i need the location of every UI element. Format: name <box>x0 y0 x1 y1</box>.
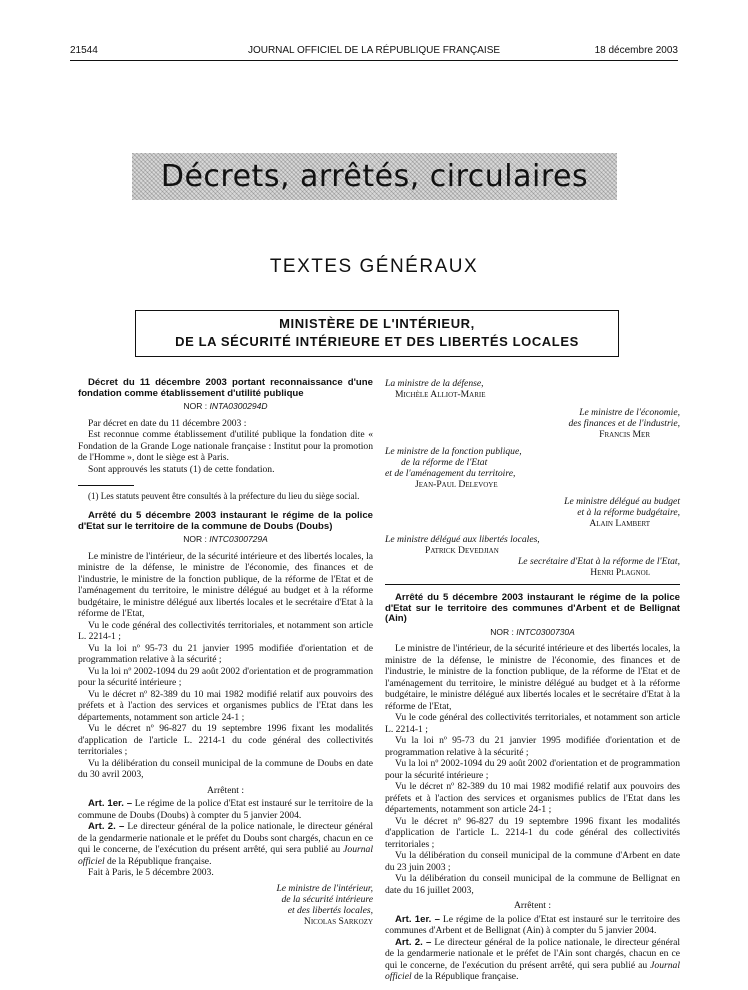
nor-code: INTC0300730A <box>516 626 575 637</box>
signatory-name: Henri Plagnol <box>590 567 650 578</box>
visa-paragraph: Vu la loi nº 2002-1094 du 29 août 2002 d'orientation et de programmation pour la sécurité intérieure ; <box>385 758 680 781</box>
article-2 <box>385 937 680 983</box>
right-column <box>385 378 680 983</box>
page-number: 21544 <box>70 45 98 56</box>
signatory-title: La ministre de la défense, <box>385 378 484 389</box>
visa-paragraph: Le ministre de l'intérieur, de la sécurité intérieure et des libertés locales, la ministre de la défense, le ministre de l'économie, des finances et de l'industrie, le ministre de la fonction publique, de la réforme de l'Etat et de l'aménagement du territoire, le ministre délégué au budget et à la réforme budgétaire, le ministre délégué aux libertés locales et le secrétaire d'Etat à la réforme de l'Etat, <box>78 550 373 619</box>
arrete-title: Arrêté du 5 décembre 2003 instaurant le régime de la police d'Etat sur le territoire des communes d'Arbent et de Bellignat (Ain) <box>385 592 680 624</box>
visa-paragraph: Vu la délibération du conseil municipal de la commune de Bellignat en date du 16 juillet 2003, <box>385 873 680 896</box>
signatory-name: Michèle Alliot-Marie <box>395 389 486 400</box>
nor-code: INTA0300294D <box>209 401 268 411</box>
footnote-rule <box>78 485 134 486</box>
article-2 <box>78 821 373 867</box>
article-text: Le directeur général de la police nationale, le directeur général de la gendarmerie nationale et le préfet du Doubs sont chargés, chacun en ce qui le concerne, de l'exécution du présent arrêté, qui sera publié au <box>78 821 373 855</box>
visa-paragraph: Vu le décret nº 96-827 du 19 septembre 1996 fixant les modalités d'application de l'article L. 2214-1 du code général des collectivités territoriales ; <box>385 815 680 850</box>
journal-title: JOURNAL OFFICIEL DE LA RÉPUBLIQUE FRANÇAISE <box>247 45 501 56</box>
visa-paragraph: Vu le décret nº 82-389 du 10 mai 1982 modifié relatif aux pouvoirs des préfets et à l'action des services et organismes publics de l'Etat dans les départements, notamment son article 24-1 ; <box>385 781 680 815</box>
signatory-name: Jean-Paul Delevoye <box>415 479 498 490</box>
signatory-title: Le ministre délégué au budget <box>564 496 680 507</box>
signatory-name: Francis Mer <box>599 429 650 440</box>
signatory-title: Le ministre de l'économie, <box>579 407 680 418</box>
article-text: Le régime de la police d'Etat est instauré sur le territoire de la commune de Doubs (Doubs) à compter du 5 janvier 2004. <box>78 798 373 821</box>
signatory-name: Alain Lambert <box>589 518 650 529</box>
signatory-title: Le ministre délégué aux libertés locales, <box>385 534 540 545</box>
signature-interior <box>78 883 373 927</box>
fait-line: Fait à Paris, le 5 décembre 2003. <box>88 867 214 878</box>
article-text: Le directeur général de la police nationale, le directeur général de la gendarmerie nationale et le préfet de l'Ain sont chargés, chacun en ce qui le concerne, de l'exécution du présent arrêté, qui sera publié au <box>385 936 680 971</box>
signatory-title: de la sécurité intérieure <box>281 893 373 905</box>
signatory-title: et de l'aménagement du territoire, <box>385 468 516 479</box>
decret-paragraph: Sont approuvés les statuts (1) de cette fondation. <box>88 463 275 475</box>
signature-budget <box>385 496 680 529</box>
signature-reforme-etat <box>385 556 680 578</box>
separator-rule <box>385 584 680 585</box>
signatory-title: et des libertés locales, <box>287 904 373 916</box>
article-text: de la République française. <box>107 855 212 867</box>
signature-fonction-publique <box>385 446 680 490</box>
signatory-name: Nicolas Sarkozy <box>303 915 373 927</box>
nor-code: INTC0300729A <box>209 534 268 544</box>
visa-paragraph: Le ministre de l'intérieur, de la sécurité intérieure et des libertés locales, la ministre de la défense, le ministre de l'économie, des finances et de l'industrie, le ministre de la fonction publique, de la réforme de l'Etat et de l'aménagement du territoire, le ministre délégué au budget et à la réforme budgétaire, le ministre délégué aux libertés locales et le secrétaire d'Etat à la réforme de l'Etat, <box>385 643 680 712</box>
banner-title: Décrets, arrêtés, circulaires <box>160 159 589 194</box>
signature-economie <box>385 407 680 440</box>
article-label: Art. 1er. – <box>88 798 133 809</box>
ministry-box <box>135 310 619 357</box>
arretent-heading: Arrêtent : <box>206 784 245 796</box>
article-1 <box>385 914 680 937</box>
signatory-title: Le ministre de la fonction publique, <box>385 446 522 457</box>
arrete-title: Arrêté du 5 décembre 2003 instaurant le régime de la police d'Etat sur le territoire de la commune de Doubs (Doubs) <box>78 510 373 532</box>
article-label: Art. 2. – <box>395 936 432 948</box>
signatory-title: de la réforme de l'Etat <box>401 457 488 468</box>
visa-paragraph: Vu la loi nº 2002-1094 du 29 août 2002 d'orientation et de programmation pour la sécurité intérieure ; <box>78 665 373 688</box>
article-text: Le régime de la police d'Etat est instauré sur le territoire des communes d'Arbent et de Bellignat (Ain) à compter du 5 janvier 2004. <box>385 913 680 936</box>
nor-label: NOR : <box>183 401 208 411</box>
signature-defense <box>385 378 680 400</box>
decret-nor <box>78 401 373 413</box>
arretent-heading: Arrêtent : <box>513 900 552 911</box>
arrete-nor <box>78 534 373 546</box>
arrete-nor <box>385 627 680 639</box>
decret-paragraph: Est reconnue comme établissement d'utilité publique la fondation dite « Fondation de la Grande Loge nationale française : Institut pour la promotion de l'Homme », dont le siège est à Paris. <box>78 429 373 463</box>
signature-libertes-locales <box>385 534 680 556</box>
decret-paragraph: Par décret en date du 11 décembre 2003 : <box>88 417 247 429</box>
signatory-title: et à la réforme budgétaire, <box>577 507 680 518</box>
issue-date: 18 décembre 2003 <box>594 45 678 56</box>
visa-paragraph: Vu le code général des collectivités territoriales, et notamment son article L. 2214-1 ; <box>78 619 373 642</box>
article-text: de la République française. <box>414 971 519 982</box>
signatory-title: des finances et de l'industrie, <box>568 418 680 429</box>
ministry-line-1: MINISTÈRE DE L'INTÉRIEUR, <box>279 316 475 331</box>
nor-label: NOR : <box>490 626 514 637</box>
signatory-name: Patrick Devedjian <box>425 545 499 556</box>
section-title: TEXTES GÉNÉRAUX <box>269 256 479 277</box>
visa-paragraph: Vu le code général des collectivités territoriales, et notamment son article L. 2214-1 ; <box>385 712 680 735</box>
visa-paragraph: Vu la loi nº 95-73 du 21 janvier 1995 modifiée d'orientation et de programmation relative à la sécurité ; <box>78 642 373 665</box>
signatory-title: Le secrétaire d'Etat à la réforme de l'Etat, <box>517 556 680 567</box>
article-label: Art. 2. – <box>88 821 125 832</box>
visa-paragraph: Vu le décret nº 82-389 du 10 mai 1982 modifié relatif aux pouvoirs des préfets et à l'action des services et organismes publics de l'Etat dans les départements, notamment son article 24-1 ; <box>78 688 373 723</box>
ministry-line-2: DE LA SÉCURITÉ INTÉRIEURE ET DES LIBERTÉS LOCALES <box>175 334 579 349</box>
journal-reference: Journal officiel <box>78 844 373 867</box>
section-banner <box>132 153 617 200</box>
journal-reference: Journal officiel <box>385 959 680 982</box>
nor-label: NOR : <box>183 534 207 544</box>
visa-paragraph: Vu la délibération du conseil municipal de la commune d'Arbent en date du 23 juin 2003 ; <box>385 850 680 873</box>
left-column <box>78 378 373 927</box>
header-rule <box>70 60 678 61</box>
decret-title: Décret du 11 décembre 2003 portant reconnaissance d'une fondation comme établissement d'utilité publique <box>78 377 373 399</box>
footnote: (1) Les statuts peuvent être consultés à la préfecture du lieu du siège social. <box>88 491 360 501</box>
article-label: Art. 1er. – <box>395 913 440 925</box>
article-1 <box>78 798 373 821</box>
visa-paragraph: Vu la loi nº 95-73 du 21 janvier 1995 modifiée d'orientation et de programmation relative à la sécurité ; <box>385 735 680 758</box>
signatory-title: Le ministre de l'intérieur, <box>276 882 373 894</box>
visa-paragraph: Vu la délibération du conseil municipal de la commune de Doubs en date du 30 avril 2003, <box>78 757 373 780</box>
visa-paragraph: Vu le décret nº 96-827 du 19 septembre 1996 fixant les modalités d'application de l'article L. 2214-1 du code général des collectivités territoriales ; <box>78 723 373 757</box>
